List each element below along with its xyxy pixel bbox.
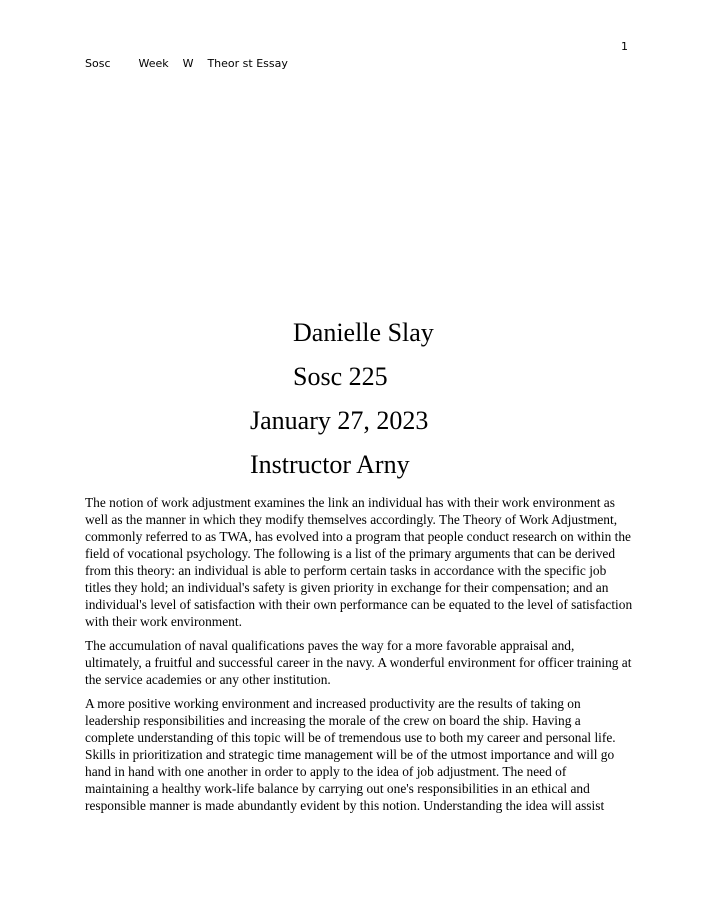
page-number: 1 (621, 40, 628, 53)
instructor-name: Instructor Arny (250, 450, 410, 479)
essay-body (85, 494, 633, 821)
paragraph: A more positive working environment and increased productivity are the results of taking on leadership responsibilities and increasing the morale of the crew on board the ship. Having a complete understanding of this topic will be of tremendous use to both my career and personal life. Skills in prioritization and strategic time management will be of the utmost importance and will go hand in hand with one another in order to apply to the idea of job adjustment. The need of maintaining a healthy work-life balance by carrying out one's responsibilities in an ethical and responsible manner is made abundantly evident by this notion. Understanding the idea will assist (85, 696, 616, 813)
author-name: Danielle Slay (293, 318, 434, 347)
paragraph: The notion of work adjustment examines the link an individual has with their work environment as well as the manner in which they modify themselves accordingly. The Theory of Work Adjustment, commonly referred to as TWA, has evolved into a program that people conduct research on within the field of vocational psychology. The following is a list of the primary arguments that can be derived from this theory: an individual is able to perform certain tasks in accordance with the specific job titles they hold; an individual's safety is given priority in exchange for their compensation; and an individual's level of satisfaction with their own performance can be equated to the level of satisfaction with their work environment. (85, 495, 633, 629)
submission-date: January 27, 2023 (250, 406, 429, 435)
course-name: Sosc 225 (293, 362, 388, 391)
paragraph: The accumulation of naval qualifications paves the way for a more favorable appraisal and, ultimately, a fruitful and successful career in the navy. A wonderful environment for officer training at the service academies or any other institution. (85, 638, 632, 687)
running-head: Sosc Week W Theor st Essay (85, 57, 288, 70)
